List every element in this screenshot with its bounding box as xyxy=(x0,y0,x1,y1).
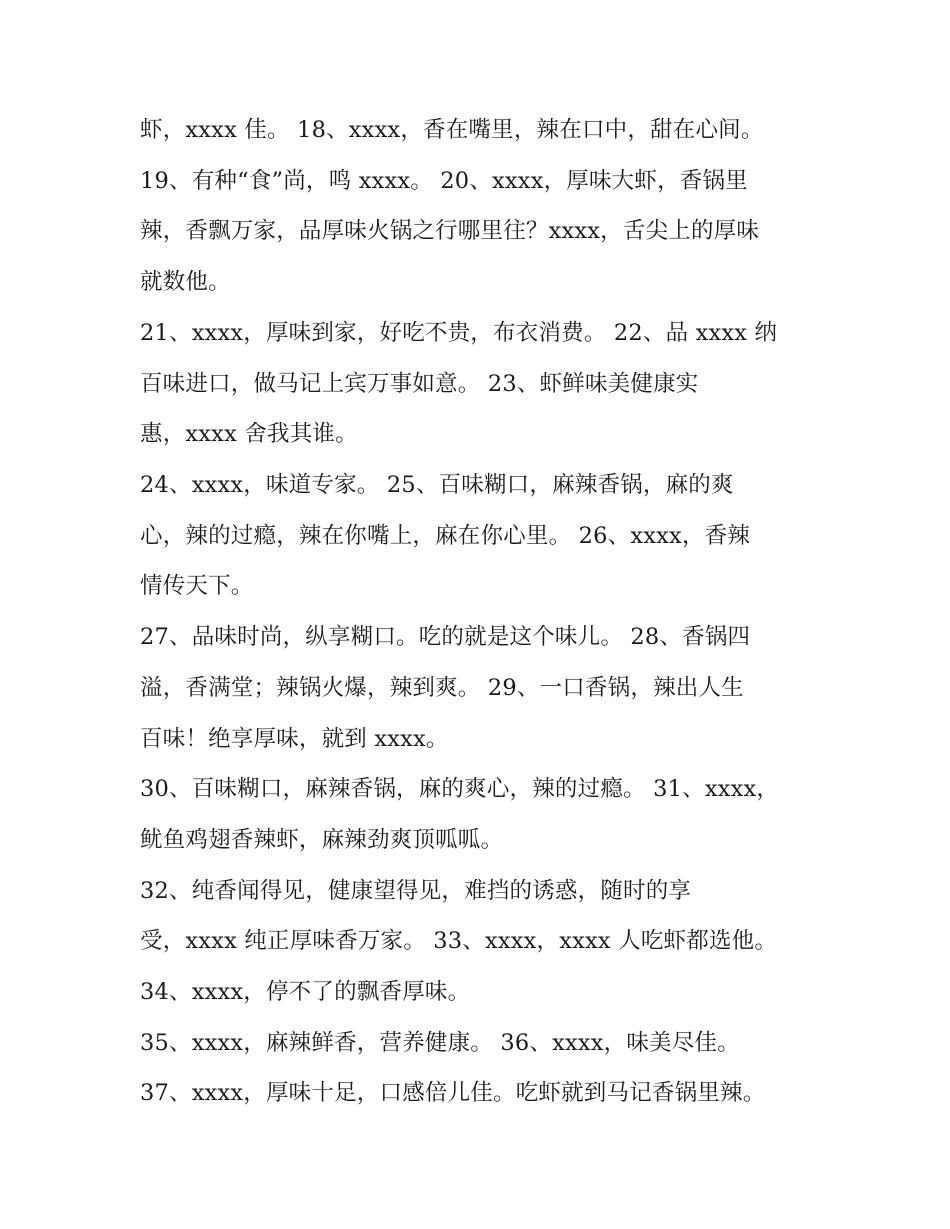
text-line-8: 24、xxxx，味道专家。 25、百味糊口，麻辣香锅，麻的爽 xyxy=(140,472,734,498)
text-line-3: 辣，香飘万家，品厚味火锅之行哪里往？xxxx，舌尖上的厚味 xyxy=(140,218,760,244)
text-line-16: 32、纯香闻得见，健康望得见，难挡的诱惑，随时的享 xyxy=(140,878,692,904)
text-line-9: 心，辣的过瘾，辣在你嘴上，麻在你心里。 26、xxxx，香辣 xyxy=(140,523,751,549)
text-line-14: 30、百味糊口，麻辣香锅，麻的爽心，辣的过瘾。 31、xxxx， xyxy=(140,776,780,802)
text-line-18: 34、xxxx，停不了的飘香厚味。 xyxy=(140,979,471,1005)
text-line-2: 19、有种“食”尚，鸣 xxxx。 20、xxxx，厚味大虾，香锅里 xyxy=(140,168,748,194)
text-line-11: 27、品味时尚，纵享糊口。吃的就是这个味儿。 28、香锅四 xyxy=(140,624,751,650)
text-line-10: 情传天下。 xyxy=(140,573,254,599)
text-line-6: 百味进口，做马记上宾万事如意。 23、虾鲜味美健康实 xyxy=(140,371,699,397)
text-line-5: 21、xxxx，厚味到家，好吃不贵，布衣消费。 22、品 xxxx 纳 xyxy=(140,320,778,346)
text-line-20: 37、xxxx，厚味十足，口感倍儿佳。吃虾就到马记香锅里辣。 xyxy=(140,1080,766,1106)
text-line-19: 35、xxxx，麻辣鲜香，营养健康。 36、xxxx，味美尽佳。 xyxy=(140,1030,740,1056)
text-line-7: 惠，xxxx 舍我其谁。 xyxy=(140,421,358,447)
text-line-13: 百味！绝享厚味，就到 xxxx。 xyxy=(140,726,449,752)
text-line-17: 受，xxxx 纯正厚味香万家。 33、xxxx，xxxx 人吃虾都选他。 xyxy=(140,928,778,954)
text-line-4: 就数他。 xyxy=(140,269,231,295)
text-line-15: 鱿鱼鸡翅香辣虾，麻辣劲爽顶呱呱。 xyxy=(140,827,504,853)
text-line-1: 虾，xxxx 佳。 18、xxxx，香在嘴里，辣在口中，甜在心间。 xyxy=(140,117,764,143)
text-line-12: 溢，香满堂；辣锅火爆，辣到爽。 29、一口香锅，辣出人生 xyxy=(140,675,744,701)
